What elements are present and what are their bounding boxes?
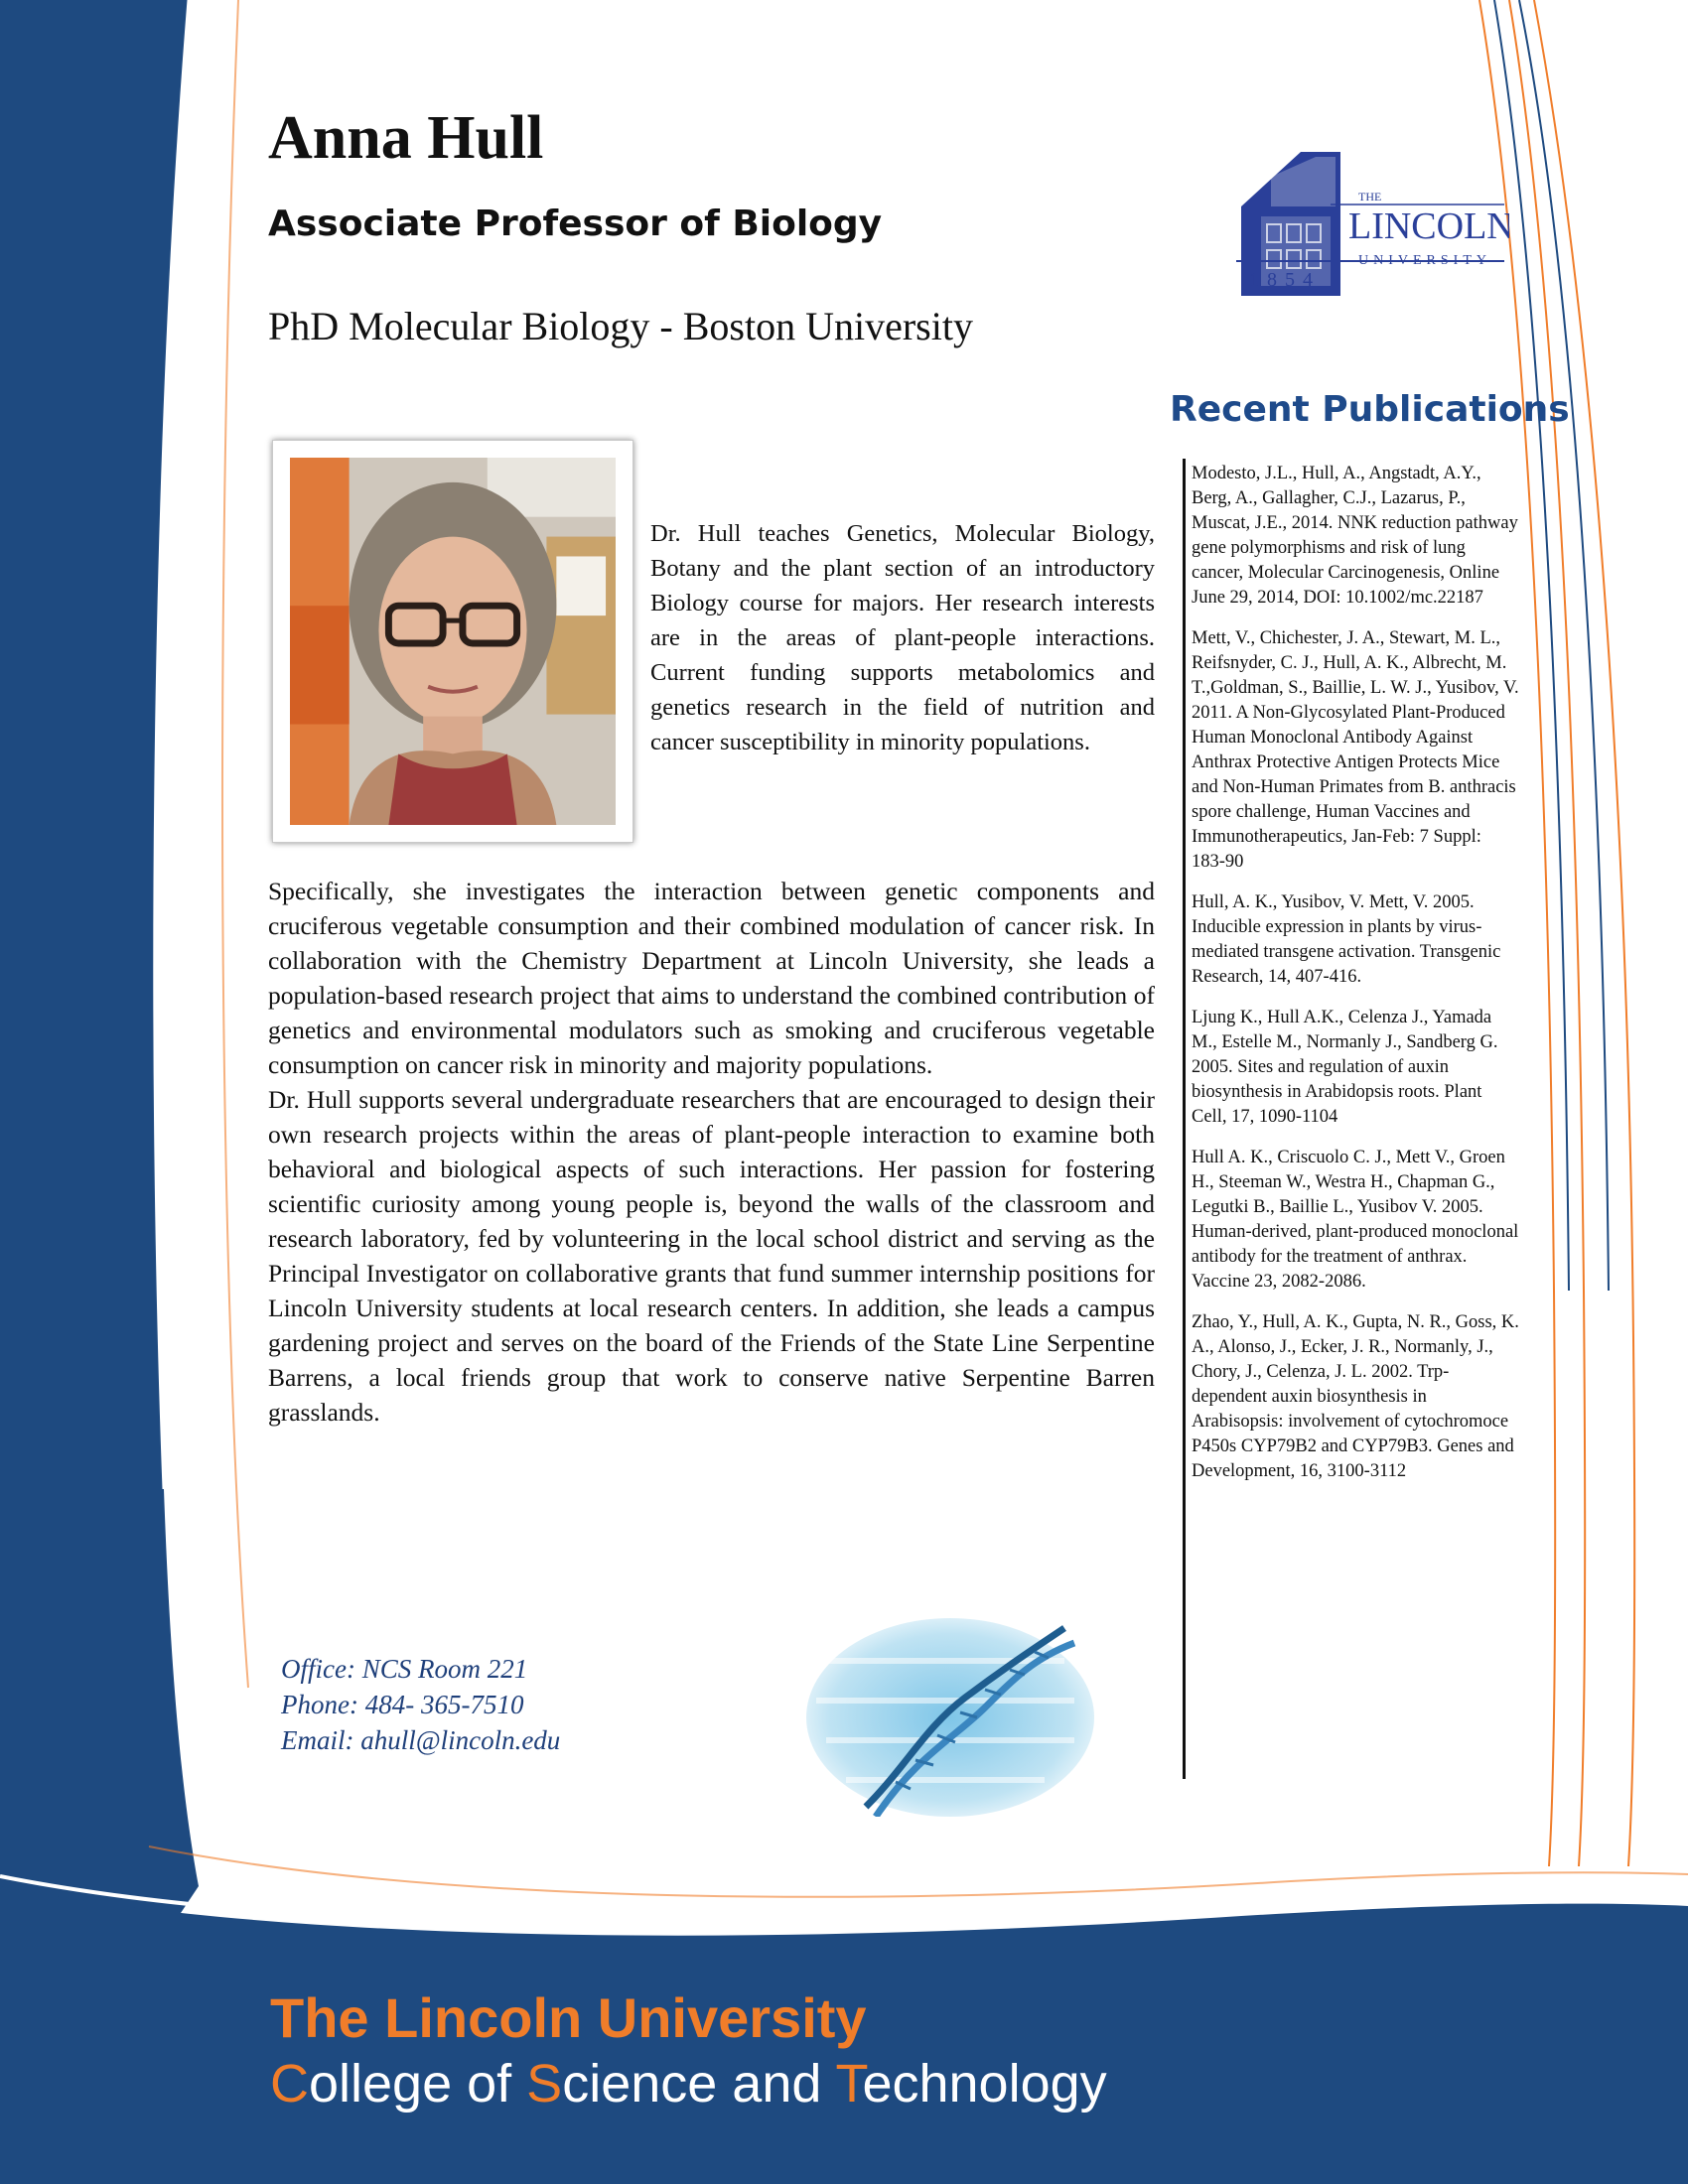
profile-title: Associate Professor of Biology [268, 204, 883, 244]
publication-item: Ljung K., Hull A.K., Celenza J., Yamada M., Estelle M., Normanly J., Sandberg G. 2005. Sites and regulation of auxin biosynthesis in Arabidopsis roots. Plant Cell, 17, 1090-1104 [1192, 1008, 1498, 1127]
footer-word-echnology: echnology [862, 2054, 1107, 2114]
footer-letter-t: T [835, 2054, 863, 2114]
logo-university: UNIVERSITY [1358, 253, 1491, 268]
publication-item: Mett, V., Chichester, J. A., Stewart, M. L., Reifsnyder, C. J., Hull, A. K., Albrecht, M. T.,Goldman, S., Baillie, L. W. J., Yusibov, V. 2011. A Non-Glycosylated Plant-Produced Human Monoclonal Antibody Against Anthrax Protective Antigen Protects Mice and Non-Human Primates from B. anthracis spore challenge, Human Vaccines and Immunotherapeutics, Jan-Feb: 7 Suppl: 183-90 [1192, 628, 1519, 872]
footer-letter-s: S [526, 2054, 563, 2114]
publications-list [1192, 462, 1519, 1500]
logo-year: 1854 [1249, 269, 1321, 291]
publication-item: Modesto, J.L., Hull, A., Angstadt, A.Y., Berg, A., Gallagher, C.J., Lazarus, P., Muscat, J.E., 2014. NNK reduction pathway gene polymorphisms and risk of lung cancer, Molecular Carcinogenesis, Online June 29, 2014, DOI: 10.1002/mc.22187 [1192, 464, 1518, 608]
bio-body [268, 874, 1155, 1430]
footer-letter-c: C [270, 2054, 309, 2114]
dna-image [806, 1618, 1094, 1817]
publication-item: Hull, A. K., Yusibov, V. Mett, V. 2005. Inducible expression in plants by virus-mediated transgene activation. Transgenic Research, 14, 407-416. [1192, 892, 1501, 987]
footer-university-name: The Lincoln University [270, 1986, 867, 2049]
bio-intro: Dr. Hull teaches Genetics, Molecular Biology, Botany and the plant section of an introductory Biology course for majors. Her research interests are in the areas of plant-people interactions. Current funding supports metabolomics and genetics research in the field of nutrition and cancer susceptibility in minority populations. [650, 520, 1155, 755]
lincoln-tower-icon [1231, 147, 1509, 306]
bio-paragraph-1: Specifically, she investigates the interaction between genetic components and cruciferous vegetable consumption and their combined modulation of cancer risk. In collaboration with the Chemistry Department at Lincoln University, she leads a population-based research project that aims to understand the combined contribution of genetics and environmental modulators such as smoking and cruciferous vegetable consumption on cancer risk in minority and majority populations. [268, 877, 1155, 1079]
contact-phone: Phone: 484- 365-7510 [281, 1690, 524, 1719]
footer-word-ollege: ollege of [309, 2054, 527, 2114]
contact-office: Office: NCS Room 221 [281, 1654, 528, 1684]
profile-name: Anna Hull [268, 104, 544, 172]
footer-college-name [270, 2051, 1107, 2116]
footer-word-cience: cience and [562, 2054, 836, 2114]
contact-info [281, 1651, 560, 1758]
bio-paragraph-2: Dr. Hull supports several undergraduate researchers that are encouraged to design their own research projects within the areas of plant-people interaction to examine both behavioral and biological aspects of such interactions. Her passion for fostering scientific curiosity among young people is, beyond the walls of the classroom and research laboratory, fed by volunteering in the local school district and serving as the Principal Investigator on collaborative grants that fund summer internship positions for Lincoln University students at local research centers. In addition, she leads a campus gardening project and serves on the board of the Friends of the State Line Serpentine Barrens, a local friends group that work to conserve native Serpentine Barren grasslands. [268, 1085, 1155, 1427]
lincoln-university-logo [1231, 147, 1509, 306]
contact-email[interactable]: Email: ahull@lincoln.edu [281, 1725, 561, 1755]
publication-item: Hull A. K., Criscuolo C. J., Mett V., Groen H., Steeman W., Westra H., Chapman G., Legutki B., Baillie L., Yusibov V. 2005. Human-derived, plant-produced monoclonal antibody for the treatment of anthrax. Vaccine 23, 2082-2086. [1192, 1148, 1519, 1292]
footer [270, 1985, 1107, 2116]
logo-lincoln: LINCOLN [1348, 205, 1509, 247]
publications-heading: Recent Publications [1170, 389, 1570, 430]
profile-degree: PhD Molecular Biology - Boston University [268, 304, 973, 348]
publication-item: Zhao, Y., Hull, A. K., Gupta, N. R., Goss, K. A., Alonso, J., Ecker, J. R., Normanly, J., Chory, J., Celenza, J. L. 2002. Trp-dependent auxin biosynthesis in Arabisopsis: involvement of cytochromoce P450s CYP79B2 and CYP79B3. Genes and Development, 16, 3100-3112 [1192, 1312, 1519, 1481]
portrait-icon [290, 458, 616, 825]
dna-helix-icon [806, 1618, 1094, 1817]
publications-divider [1183, 459, 1186, 1779]
portrait-photo [272, 440, 633, 843]
logo-the: THE [1358, 190, 1382, 204]
